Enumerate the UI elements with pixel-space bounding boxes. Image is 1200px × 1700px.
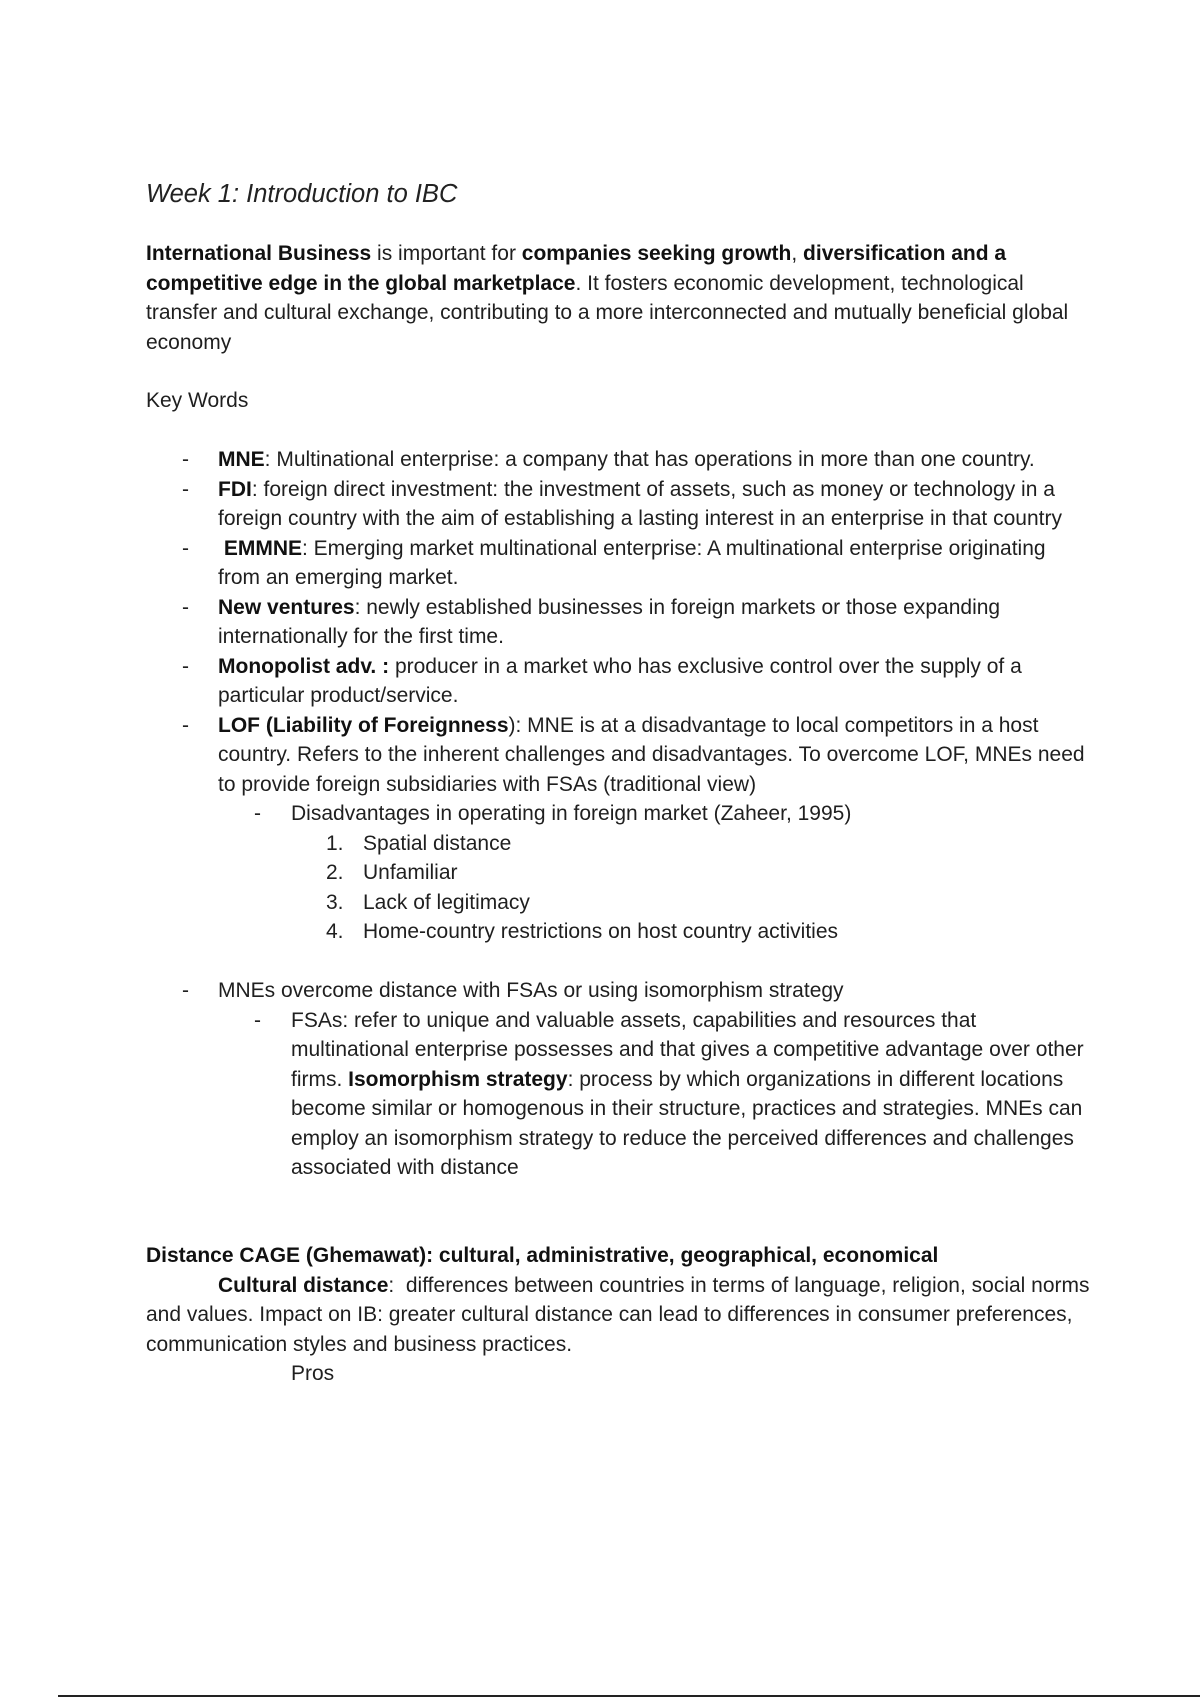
cage-section	[146, 1241, 1096, 1389]
list-item	[146, 976, 1091, 1006]
key-words-heading: Key Words	[146, 389, 249, 412]
dash-bullet: -	[182, 477, 189, 501]
definition: ): MNE is at a disadvantage to local competitors in a host country. Refers to the inherent challenges and disadvantages. To overcome LOF, MNEs need to provide foreign subsidiaries with FSAs (traditional view)	[218, 713, 1085, 796]
mnes-overcome-text: MNEs overcome distance with FSAs or using isomorphism strategy	[218, 979, 844, 1002]
definition: producer in a market who has exclusive control over the supply of a particular product/service.	[218, 654, 1022, 707]
dash-bullet: -	[182, 654, 189, 678]
intro-text-2: ,	[791, 242, 804, 265]
dash-bullet: -	[182, 979, 189, 1002]
item-number: 2.	[326, 861, 344, 884]
term: Monopolist adv. :	[218, 654, 390, 678]
term: FDI	[218, 477, 252, 501]
term: MNE	[218, 448, 265, 471]
dash-bullet: -	[182, 713, 189, 737]
intro-text-1: is important for	[371, 242, 522, 265]
intro-paragraph	[146, 239, 1091, 357]
item-text: Home-country restrictions on host country activities	[363, 920, 839, 943]
cage-heading	[146, 1241, 1091, 1271]
numbered-item	[146, 829, 1091, 859]
intro-text-3: . It fosters economic development, technological transfer and cultural exchange, contributing to a more interconnected and mutually beneficial global economy	[146, 271, 1069, 354]
intro-bold-1: International Business	[146, 242, 372, 265]
dash-bullet: -	[182, 448, 189, 471]
dash-bullet: -	[182, 595, 189, 619]
list-item	[146, 1006, 1091, 1183]
definition: : Emerging market multinational enterprise: A multinational enterprise originating from an emerging market.	[218, 536, 1046, 589]
definition: : foreign direct investment: the investment of assets, such as money or technology in a foreign country with the aim of establishing a lasting interest in an enterprise in that country	[218, 477, 1062, 530]
list-item	[146, 652, 1091, 711]
item-text: Unfamiliar	[363, 861, 458, 884]
item-number: 1.	[326, 831, 344, 855]
list-item	[146, 593, 1091, 652]
lof-subheading: Disadvantages in operating in foreign market (Zaheer, 1995)	[291, 802, 852, 825]
dash-bullet: -	[254, 802, 261, 825]
fsas-text: FSAs: refer to unique and valuable assets, capabilities and resources that multinational enterprise possesses and that gives a competitive advantage over other firms.	[291, 1008, 1084, 1091]
definition: : newly established businesses in foreign markets or those expanding internationally for the first time.	[218, 595, 1001, 648]
intro-bold-2: companies seeking growth	[521, 242, 792, 265]
isomorphism-def: : process by which organizations in different locations become similar or homogenous in their structure, practices and strategies. MNEs can employ an isomorphism strategy to reduce the perceived differences and challenges associated with distance	[291, 1067, 1083, 1179]
item-text: Lack of legitimacy	[363, 890, 530, 914]
item-text: Spatial distance	[363, 831, 512, 855]
intro-bold-3: diversification and a competitive edge in the global marketplace	[146, 242, 1007, 295]
numbered-item	[146, 917, 1091, 947]
cultural-distance-def: : differences between countries in terms of language, religion, social norms and values. Impact on IB: greater cultural distance can lead to differences in consumer preferences, communication styles and business practices.	[146, 1273, 1096, 1356]
term: LOF (Liability of Foreignness	[218, 713, 509, 737]
key-words-list	[146, 445, 1091, 1183]
list-item	[146, 475, 1091, 534]
page-bottom-rule	[58, 1695, 1200, 1697]
spacer	[146, 947, 1091, 977]
item-number: 4.	[326, 920, 344, 943]
cultural-distance-term: Cultural distance	[218, 1273, 389, 1297]
pros-label: Pros	[291, 1362, 335, 1385]
numbered-item	[146, 888, 1091, 918]
dash-bullet: -	[182, 536, 189, 560]
numbered-item	[146, 858, 1091, 888]
term: EMMNE	[218, 536, 302, 560]
cage-heading-text: Distance CAGE (Ghemawat): cultural, administrative, geographical, economical	[146, 1244, 939, 1267]
item-number: 3.	[326, 890, 344, 914]
list-item	[146, 711, 1091, 800]
list-item	[146, 534, 1091, 593]
list-item	[146, 445, 1091, 475]
cultural-distance-paragraph	[146, 1271, 1096, 1360]
page-title: Week 1: Introduction to IBC	[146, 180, 458, 208]
term: New ventures	[218, 595, 355, 619]
definition: : Multinational enterprise: a company that has operations in more than one country.	[264, 448, 1035, 471]
dash-bullet: -	[254, 1008, 261, 1032]
isomorphism-term: Isomorphism strategy	[348, 1067, 568, 1091]
list-item	[146, 799, 1091, 829]
